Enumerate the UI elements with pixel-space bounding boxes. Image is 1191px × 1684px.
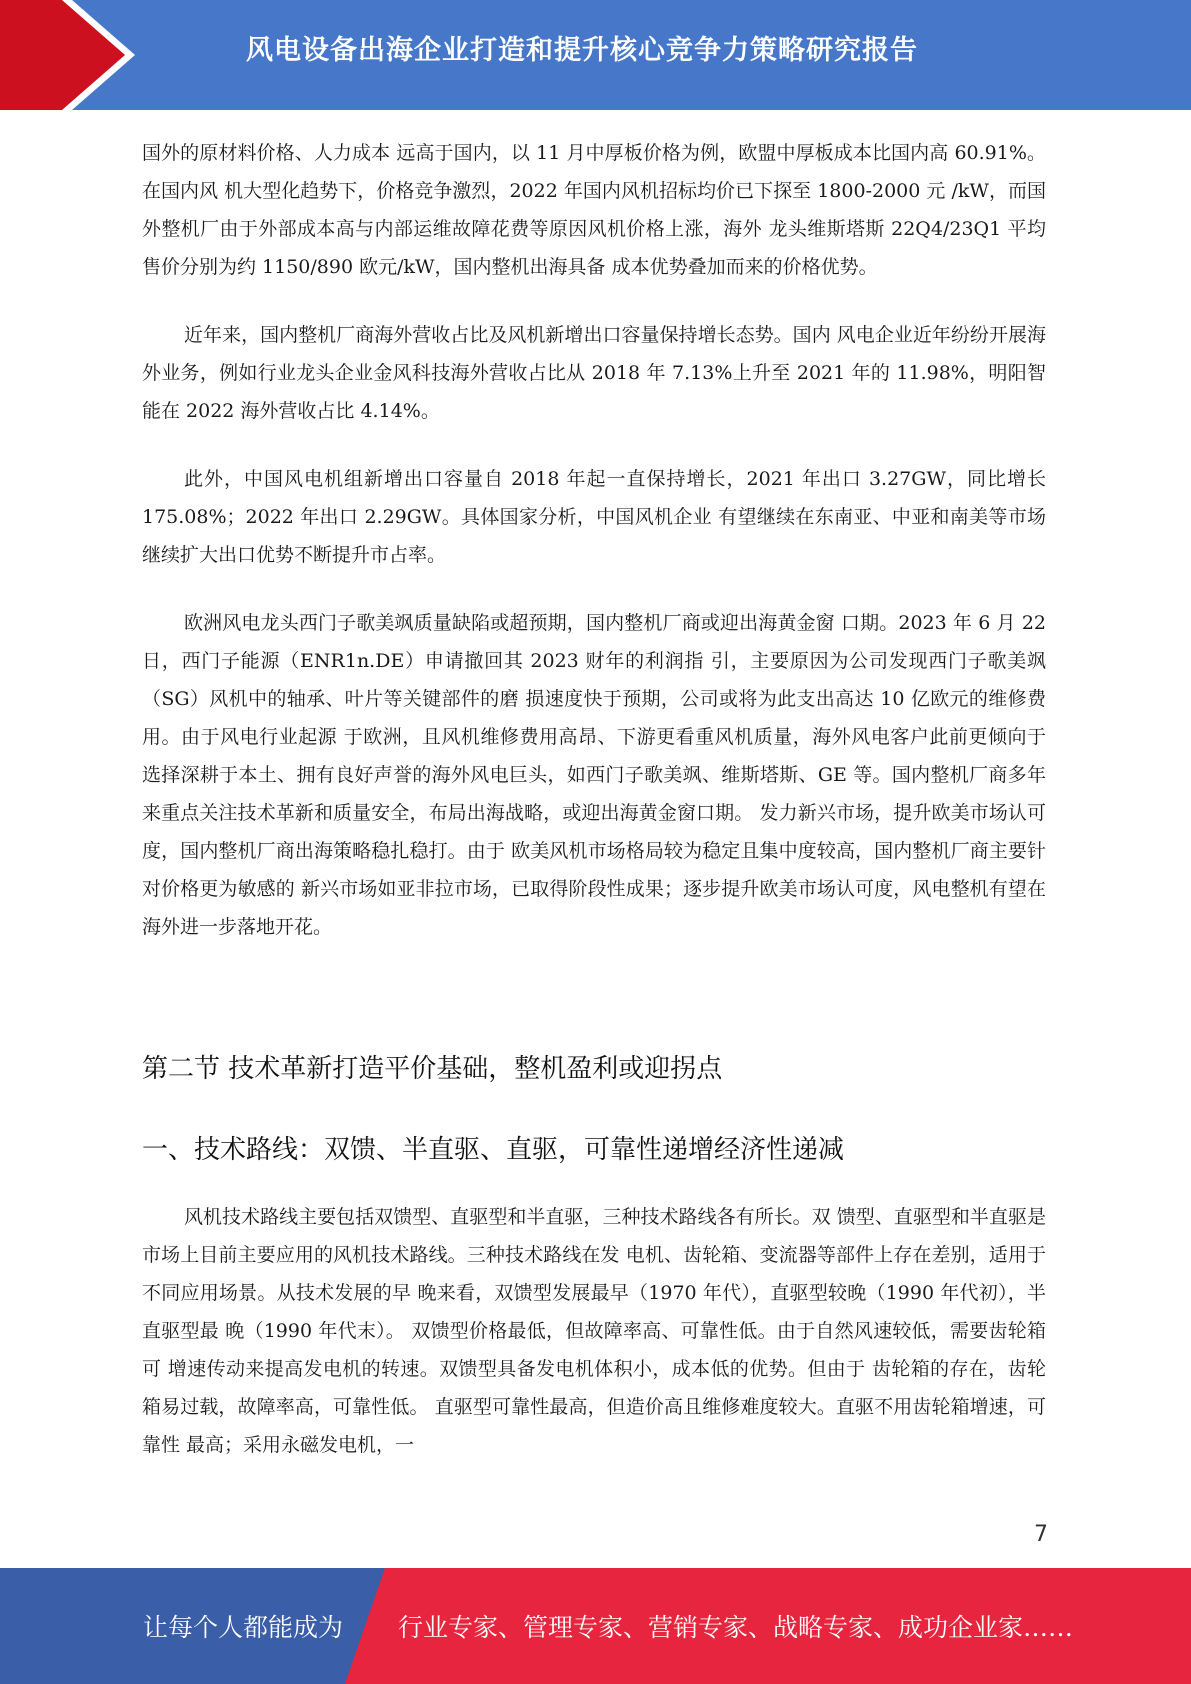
- paragraph-technology-routes: 风机技术路线主要包括双馈型、直驱型和半直驱，三种技术路线各有所长。双 馈型、直驱型和半直驱是市场上目前主要应用的风机技术路线。三种技术路线在发 电机、齿轮箱、变流器等部件上存在差别，适用于不同应用场景。从技术发展的早 晚来看，双馈型发展最早（1970 年代），直驱型较晚（1990 年代初），半直驱型最 晚（1990 年代末）。 双馈型价格最低，但故障率高、可靠性低。由于自然风速较低，需要齿轮箱可 增速传动来提高发电机的转速。双馈型具备发电机体积小，成本低的优势。但由于 齿轮箱的存在，齿轮箱易过载，故障率高，可靠性低。 直驱型可靠性最高，但造价高且维修难度较大。直驱不用齿轮箱增速，可靠性 最高；采用永磁发电机，一: [142, 1206, 1046, 1456]
- footer-slogan-right: 行业专家、管理专家、营销专家、战略专家、成功企业家……: [398, 1613, 1074, 1642]
- section-title: 第二节 技术革新打造平价基础，整机盈利或迎拐点: [142, 1054, 723, 1084]
- page-content: [142, 134, 1046, 1464]
- page-number: 7: [1034, 1522, 1048, 1547]
- footer-slogan-left: 让每个人都能成为: [143, 1613, 344, 1642]
- paragraph-cost-advantage: 国外的原材料价格、人力成本 远高于国内，以 11 月中厚板价格为例，欧盟中厚板成本比国内高 60.91%。在国内风 机大型化趋势下，价格竞争激烈，2022 年国内风机招标均价已下探至 1800-2000 元 /kW，而国外整机厂由于外部成本高与内部运维故障花费等原因风机价格上涨，海外 龙头维斯塔斯 22Q4/23Q1 平均售价分别为约 1150/890 欧元/kW，国内整机出海具备 成本优势叠加而来的价格优势。: [142, 142, 1046, 278]
- paragraph-siemens-gamesa: 欧洲风电龙头西门子歌美飒质量缺陷或超预期，国内整机厂商或迎出海黄金窗 口期。2023 年 6 月 22 日，西门子能源（ENR1n.DE）申请撤回其 2023 财年的利润指 引，主要原因为公司发现西门子歌美飒（SG）风机中的轴承、叶片等关键部件的磨 损速度快于预期，公司或将为此支出高达 10 亿欧元的维修费用。由于风电行业起源 于欧洲，且风机维修费用高昂、下游更看重风机质量，海外风电客户此前更倾向于 选择深耕于本土、拥有良好声誉的海外风电巨头，如西门子歌美飒、维斯塔斯、GE 等。国内整机厂商多年来重点关注技术革新和质量安全，布局出海战略，或迎出海黄金窗口期。 发力新兴市场，提升欧美市场认可度，国内整机厂商出海策略稳扎稳打。由于 欧美风机市场格局较为稳定且集中度较高，国内整机厂商主要针对价格更为敏感的 新兴市场如亚非拉市场，已取得阶段性成果；逐步提升欧美市场认可度，风电整机有望在海外进一步落地开花。: [142, 612, 1046, 938]
- page-header: [0, 0, 1191, 110]
- subsection-title: 一、技术路线：双馈、半直驱、直驱，可靠性递增经济性递减: [142, 1135, 845, 1165]
- paragraph-overseas-revenue: 近年来，国内整机厂商海外营收占比及风机新增出口容量保持增长态势。国内 风电企业近年纷纷开展海外业务，例如行业龙头企业金风科技海外营收占比从 2018 年 7.13%上升至 2021 年的 11.98%，明阳智能在 2022 海外营收占比 4.14%。: [142, 324, 1046, 422]
- paragraph-export-capacity: 此外，中国风电机组新增出口容量自 2018 年起一直保持增长，2021 年出口 3.27GW，同比增长 175.08%；2022 年出口 2.29GW。具体国家分析，中国风机企业 有望继续在东南亚、中亚和南美等市场继续扩大出口优势不断提升市占率。: [142, 468, 1046, 566]
- page-footer: [0, 1568, 1191, 1684]
- report-title: 风电设备出海企业打造和提升核心竞争力策略研究报告: [246, 35, 918, 66]
